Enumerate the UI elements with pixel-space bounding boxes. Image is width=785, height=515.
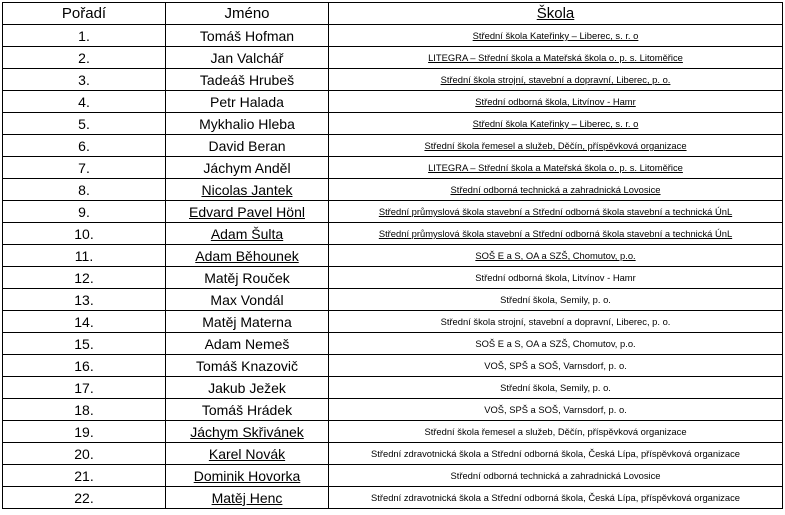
school-cell: Střední škola strojní, stavební a dopravní, Liberec, p. o.: [329, 311, 783, 333]
table-row: [3, 25, 783, 47]
school-cell: Střední škola, Semily, p. o.: [329, 377, 783, 399]
name-cell: Tomáš Hrádek: [166, 399, 329, 421]
rank-cell: 3.: [3, 69, 166, 91]
name-cell: Jáchym Skřivánek: [166, 421, 329, 443]
header-name: Jméno: [166, 3, 329, 25]
school-cell: VOŠ, SPŠ a SOŠ, Varnsdorf, p. o.: [329, 355, 783, 377]
table-row: [3, 465, 783, 487]
name-cell: Karel Novák: [166, 443, 329, 465]
rank-cell: 22.: [3, 487, 166, 509]
school-cell: Střední zdravotnická škola a Střední odborná škola, Česká Lípa, příspěvková organizace: [329, 443, 783, 465]
table-row: [3, 135, 783, 157]
rank-cell: 12.: [3, 267, 166, 289]
rank-cell: 17.: [3, 377, 166, 399]
name-cell: David Beran: [166, 135, 329, 157]
table-row: [3, 47, 783, 69]
school-cell: Střední průmyslová škola stavební a Střední odborná škola stavební a technická ÚnL: [329, 223, 783, 245]
name-cell: Adam Běhounek: [166, 245, 329, 267]
rank-cell: 21.: [3, 465, 166, 487]
rank-cell: 8.: [3, 179, 166, 201]
header-row: [3, 3, 783, 25]
table-row: [3, 289, 783, 311]
school-cell: Střední škola Kateřinky – Liberec, s. r. o: [329, 25, 783, 47]
table-row: [3, 91, 783, 113]
table-row: [3, 69, 783, 91]
rank-cell: 2.: [3, 47, 166, 69]
name-cell: Jan Valchář: [166, 47, 329, 69]
table-row: [3, 399, 783, 421]
table-row: [3, 113, 783, 135]
name-cell: Matěj Materna: [166, 311, 329, 333]
name-cell: Petr Halada: [166, 91, 329, 113]
table-row: [3, 245, 783, 267]
school-cell: SOŠ E a S, OA a SZŠ, Chomutov, p.o.: [329, 333, 783, 355]
rank-cell: 9.: [3, 201, 166, 223]
school-cell: Střední škola řemesel a služeb, Děčín, příspěvková organizace: [329, 135, 783, 157]
header-school: Škola: [329, 3, 783, 25]
rank-cell: 19.: [3, 421, 166, 443]
rank-cell: 4.: [3, 91, 166, 113]
name-cell: Jáchym Anděl: [166, 157, 329, 179]
name-cell: Tadeáš Hrubeš: [166, 69, 329, 91]
school-cell: Střední průmyslová škola stavební a Střední odborná škola stavební a technická ÚnL: [329, 201, 783, 223]
table-row: [3, 201, 783, 223]
rank-cell: 11.: [3, 245, 166, 267]
name-cell: Edvard Pavel Hönl: [166, 201, 329, 223]
school-cell: LITEGRA – Střední škola a Mateřská škola o. p. s. Litoměřice: [329, 157, 783, 179]
rank-cell: 1.: [3, 25, 166, 47]
table-row: [3, 223, 783, 245]
header-rank: Pořadí: [3, 3, 166, 25]
name-cell: Jakub Ježek: [166, 377, 329, 399]
table-row: [3, 421, 783, 443]
name-cell: Dominik Hovorka: [166, 465, 329, 487]
rank-cell: 5.: [3, 113, 166, 135]
school-cell: Střední škola strojní, stavební a dopravní, Liberec, p. o.: [329, 69, 783, 91]
school-cell: LITEGRA – Střední škola a Mateřská škola o. p. s. Litoměřice: [329, 47, 783, 69]
rank-cell: 20.: [3, 443, 166, 465]
rank-cell: 15.: [3, 333, 166, 355]
name-cell: Adam Nemeš: [166, 333, 329, 355]
school-cell: VOŠ, SPŠ a SOŠ, Varnsdorf, p. o.: [329, 399, 783, 421]
results-table: [2, 2, 783, 509]
table-row: [3, 157, 783, 179]
name-cell: Mykhalio Hleba: [166, 113, 329, 135]
table-row: [3, 487, 783, 509]
rank-cell: 18.: [3, 399, 166, 421]
school-cell: Střední zdravotnická škola a Střední odborná škola, Česká Lípa, příspěvková organizace: [329, 487, 783, 509]
rank-cell: 14.: [3, 311, 166, 333]
table-row: [3, 377, 783, 399]
name-cell: Adam Šulta: [166, 223, 329, 245]
name-cell: Matěj Rouček: [166, 267, 329, 289]
table-body: [3, 25, 783, 509]
school-cell: Střední škola, Semily, p. o.: [329, 289, 783, 311]
rank-cell: 13.: [3, 289, 166, 311]
school-cell: SOŠ E a S, OA a SZŠ, Chomutov, p.o.: [329, 245, 783, 267]
name-cell: Nicolas Jantek: [166, 179, 329, 201]
name-cell: Tomáš Hofman: [166, 25, 329, 47]
table-row: [3, 267, 783, 289]
table-row: [3, 311, 783, 333]
table-row: [3, 443, 783, 465]
school-cell: Střední odborná škola, Litvínov - Hamr: [329, 91, 783, 113]
rank-cell: 6.: [3, 135, 166, 157]
name-cell: Matěj Henc: [166, 487, 329, 509]
school-cell: Střední odborná technická a zahradnická Lovosice: [329, 179, 783, 201]
table-row: [3, 179, 783, 201]
school-cell: Střední škola řemesel a služeb, Děčín, příspěvková organizace: [329, 421, 783, 443]
rank-cell: 16.: [3, 355, 166, 377]
school-cell: Střední odborná technická a zahradnická Lovosice: [329, 465, 783, 487]
table-row: [3, 355, 783, 377]
name-cell: Max Vondál: [166, 289, 329, 311]
rank-cell: 7.: [3, 157, 166, 179]
rank-cell: 10.: [3, 223, 166, 245]
school-cell: Střední odborná škola, Litvínov - Hamr: [329, 267, 783, 289]
school-cell: Střední škola Kateřinky – Liberec, s. r. o: [329, 113, 783, 135]
table-row: [3, 333, 783, 355]
name-cell: Tomáš Knazovič: [166, 355, 329, 377]
